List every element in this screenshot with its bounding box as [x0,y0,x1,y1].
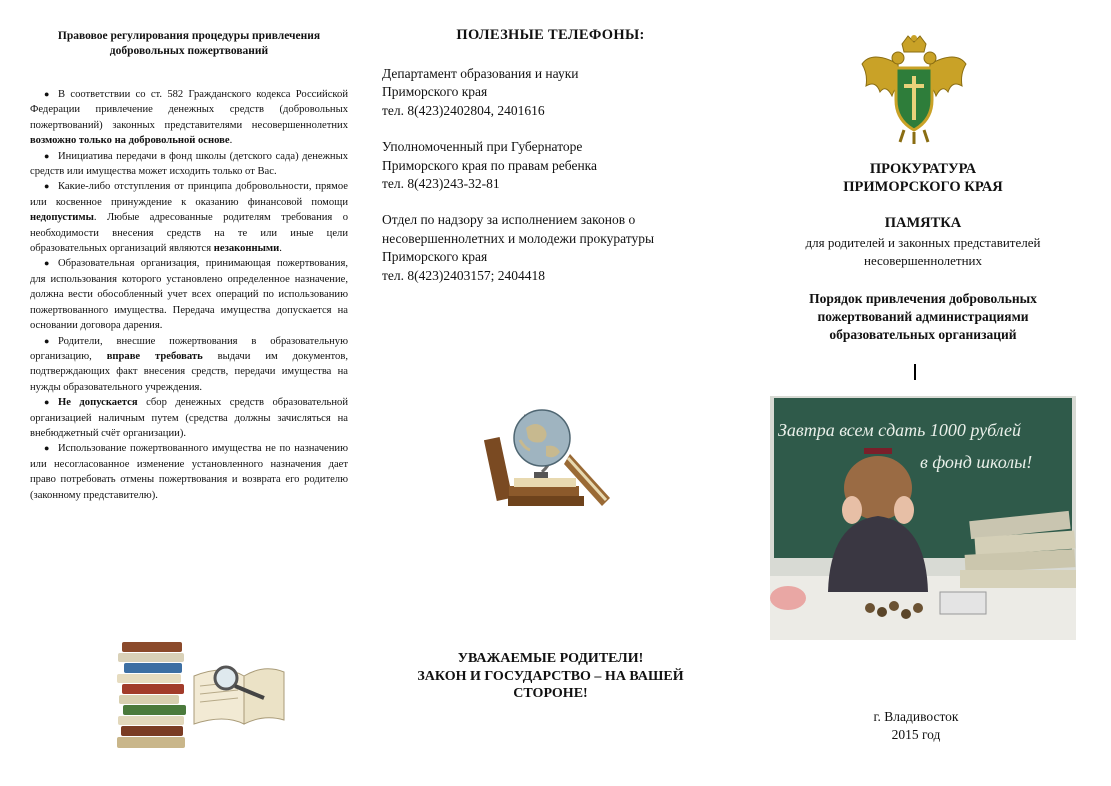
useful-phones-heading: ПОЛЕЗНЫЕ ТЕЛЕФОНЫ: [456,27,645,43]
list-item [30,256,348,333]
chalkboard-text-1: Завтра всем сдать 1000 рублей [778,420,1022,440]
bullet-icon: ● [44,89,50,99]
topic-line-2: пожертвований администрациями [817,309,1029,324]
org-line-2: ПРИМОРСКОГО КРАЯ [843,179,1003,195]
contact-line: Отдел по надзору за исполнением законов о [382,212,636,228]
emphasis-text: недопустимы [30,212,94,224]
closing-message [378,650,723,703]
left-panel [30,0,348,786]
stack-of-books-image [114,636,289,754]
contact-phone: тел. 8(423)2402804, 2401616 [382,102,545,118]
item-text: Инициатива передачи в фонд школы (детского сада) денежных средств или имущества может исходить только от Вас. [30,150,348,178]
contact-line: Уполномоченный при Губернаторе [382,139,583,155]
item-text: . [279,243,282,255]
contact-phone: тел. 8(423)243-32-81 [382,176,500,192]
list-item [30,87,348,149]
contact-line: несовершеннолетних и молодежи прокуратуры [382,230,655,246]
contact-line: Приморского края [382,249,488,265]
list-item [30,395,348,441]
item-text: . [229,135,233,147]
emphasis-text: незаконными [213,243,280,255]
bullet-icon: ● [44,181,50,192]
right-panel [758,0,1088,786]
memo-topic [758,290,1088,344]
item-text: Какие-либо отступления от принципа добровольности, прямое или косвенное принуждение к оказанию финансовой помощи [30,181,348,208]
middle-panel [378,0,723,786]
item-text: Родители, внесшие пожертвования в образовательную организацию, [30,335,348,362]
contact-entry [382,211,723,285]
globe-on-books-image [484,398,619,513]
closing-line-2: ЗАКОН И ГОСУДАРСТВО – НА ВАШЕЙ [417,668,684,684]
memo-sub-line-2: несовершеннолетних [863,253,983,268]
item-text: выдачи им документов, подтверждающих факт внесения средств, передачи имущества на нужды образовательного учреждения. [30,350,348,393]
contact-phone: тел. 8(423)2403157; 2404418 [382,267,545,283]
bullet-icon: ● [44,397,50,408]
legal-regulation-title: Правовое регулирования процедуры привлечения добровольных пожертвований [57,30,321,57]
city: г. Владивосток [873,709,959,724]
org-line-1: ПРОКУРАТУРА [869,161,977,177]
emphasis-text: вправе требовать [106,350,203,362]
girl-at-chalkboard-photo [770,396,1076,640]
closing-line-3: СТОРОНЕ! [513,686,588,701]
contacts-list [378,65,723,285]
item-text: В соответствии со ст. 582 Гражданского кодекса Российской Федерации привлечение денежных средств (добровольных пожертвований) законных представителями несовершеннолетних [30,89,348,131]
bullet-icon: ● [44,258,50,269]
memo-subtitle [758,234,1088,270]
list-item [30,334,348,396]
list-item [30,441,348,503]
contact-line: Приморского края [382,84,488,100]
list-item [30,149,348,180]
prosecutor-emblem-icon [858,34,970,146]
bullet-icon: ● [44,443,50,454]
closing-line-1: УВАЖАЕМЫЕ РОДИТЕЛИ! [457,651,644,666]
emphasis-text: возможно только на добровольной основе [30,135,230,147]
text-cursor-mark [914,364,916,380]
contact-entry [382,65,723,120]
chalkboard-text-2: в фонд школы! [920,452,1033,472]
contact-line: Департамент образования и науки [382,66,579,81]
list-item [30,179,348,256]
bullet-icon: ● [44,150,50,161]
organization-name [758,160,1088,196]
legal-points-list [30,87,348,503]
place-and-year [758,708,1074,744]
item-text: Использование пожертвованного имущества не по назначению или несогласованное изменение установленного назначения дает право потребовать отмены пожертвования и возврата его родителю (законному представителю). [30,443,348,501]
memo-title: ПАМЯТКА [884,215,962,231]
year: 2015 год [891,727,941,742]
contact-entry [382,138,723,193]
item-text: сбор денежных средств образовательной организацией наличным путем (средства должны зачисляться на внебюджетный счёт организации). [30,397,348,439]
topic-line-3: образовательных организаций [829,327,1017,342]
emphasis-text: Не допускается [58,397,138,409]
item-text: . Любые адресованные родителям требования о необходимости внесения средств на те или иные цели образовательных организаций являются [30,212,348,255]
contact-line: Приморского края по правам ребенка [382,157,598,173]
bullet-icon: ● [44,335,50,346]
topic-line-1: Порядок привлечения добровольных [809,291,1037,306]
item-text: Образовательная организация, принимающая пожертвования, для использования которого установлено определенное назначение, должна вести обособленный учет всех операций по использованию пожертвованного имущества. Передача имущества допускается на основании договора дарения. [30,258,348,332]
memo-sub-line-1: для родителей и законных представителей [805,235,1041,250]
